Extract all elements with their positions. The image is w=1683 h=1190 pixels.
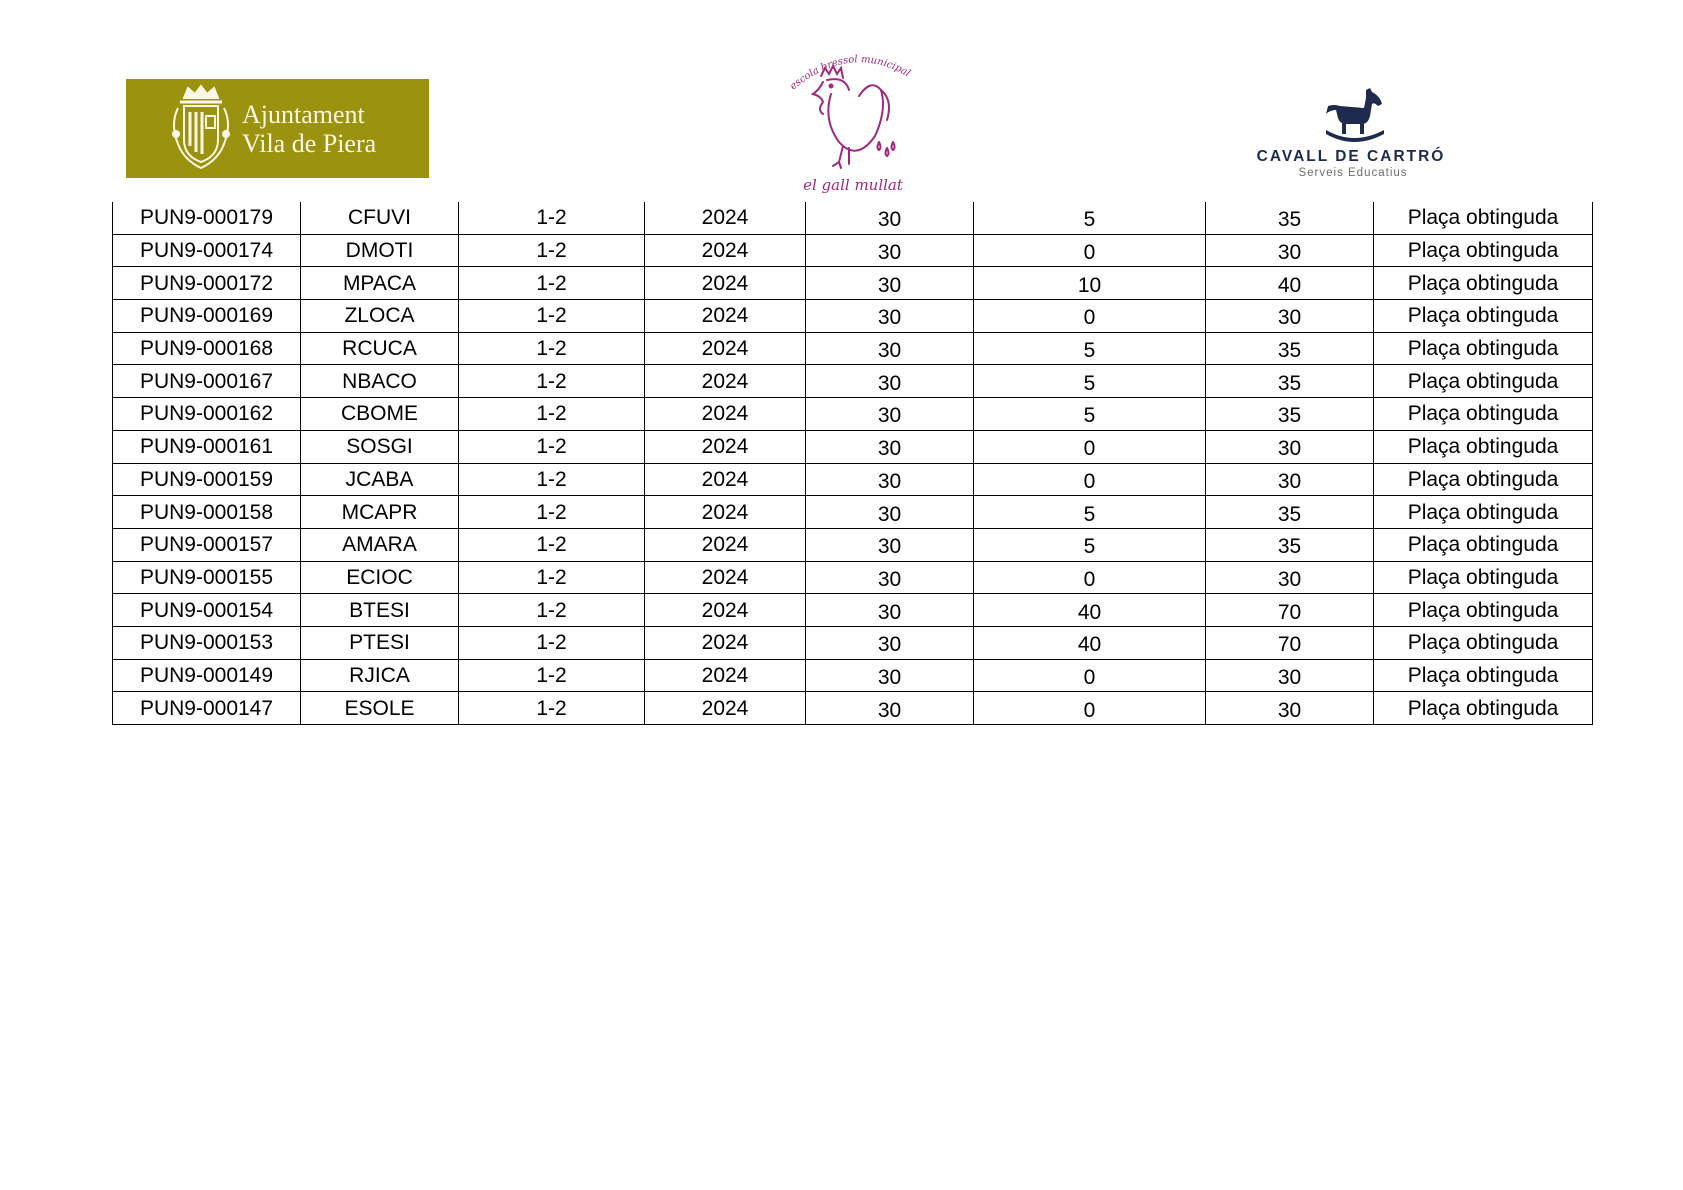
extra-points-cell	[974, 496, 1206, 529]
application-id-cell	[113, 626, 301, 659]
table-row	[113, 332, 1593, 365]
table-row	[113, 430, 1593, 463]
year-value: 2024	[701, 271, 749, 295]
total-points-value: 35	[1277, 404, 1302, 428]
year-cell	[645, 202, 806, 234]
result-cell	[1374, 692, 1593, 725]
applicant-code-value: ESOLE	[344, 696, 415, 720]
applicant-code-value: PTESI	[349, 631, 410, 655]
applicant-code-cell	[301, 463, 459, 496]
year-value: 2024	[701, 369, 749, 393]
year-cell	[645, 234, 806, 267]
application-id-value: PUN9-000168	[139, 337, 274, 361]
extra-points-value: 0	[1083, 698, 1096, 722]
applicant-code-cell	[301, 332, 459, 365]
application-id-value: PUN9-000167	[139, 369, 274, 393]
age-group-cell	[459, 463, 645, 496]
result-value: Plaça obtinguda	[1407, 467, 1559, 491]
total-points-value: 35	[1277, 371, 1302, 395]
school-arc-text: escola bressol municipal	[788, 54, 913, 93]
age-group-value: 1-2	[536, 304, 567, 328]
svg-text:escola bressol municipal	[788, 54, 912, 92]
year-cell	[645, 594, 806, 627]
application-id-value: PUN9-000158	[139, 500, 274, 524]
total-points-cell	[1206, 300, 1374, 333]
table-row	[113, 594, 1593, 627]
application-id-cell	[113, 365, 301, 398]
year-value: 2024	[701, 239, 749, 263]
application-id-value: PUN9-000149	[139, 663, 274, 687]
applicant-code-value: MPACA	[342, 271, 417, 295]
result-cell	[1374, 594, 1593, 627]
extra-points-cell	[974, 626, 1206, 659]
rocking-horse-icon	[1320, 86, 1390, 146]
total-points-value: 30	[1277, 567, 1302, 591]
result-cell	[1374, 234, 1593, 267]
total-points-cell	[1206, 234, 1374, 267]
total-points-value: 30	[1277, 241, 1302, 265]
age-group-cell	[459, 626, 645, 659]
age-group-value: 1-2	[536, 239, 567, 263]
applicant-code-value: JCABA	[345, 467, 414, 491]
applicant-code-value: AMARA	[342, 533, 417, 557]
base-points-cell	[806, 202, 974, 234]
applicant-code-cell	[301, 300, 459, 333]
age-group-value: 1-2	[536, 663, 567, 687]
result-value: Plaça obtinguda	[1407, 271, 1559, 295]
result-cell	[1374, 332, 1593, 365]
base-points-cell	[806, 594, 974, 627]
extra-points-value: 40	[1077, 633, 1102, 657]
total-points-cell	[1206, 528, 1374, 561]
application-id-cell	[113, 202, 301, 234]
extra-points-cell	[974, 202, 1206, 234]
result-cell	[1374, 267, 1593, 300]
year-value: 2024	[701, 631, 749, 655]
year-cell	[645, 398, 806, 431]
applicant-code-value: ECIOC	[346, 565, 413, 589]
result-cell	[1374, 300, 1593, 333]
application-id-cell	[113, 300, 301, 333]
age-group-cell	[459, 365, 645, 398]
application-id-value: PUN9-000147	[139, 696, 274, 720]
age-group-cell	[459, 561, 645, 594]
year-value: 2024	[701, 402, 749, 426]
application-id-value: PUN9-000169	[139, 304, 274, 328]
application-id-cell	[113, 528, 301, 561]
year-cell	[645, 332, 806, 365]
total-points-cell	[1206, 692, 1374, 725]
year-cell	[645, 528, 806, 561]
application-id-cell	[113, 398, 301, 431]
base-points-cell	[806, 496, 974, 529]
year-value: 2024	[701, 598, 749, 622]
applicant-code-value: DMOTI	[345, 239, 414, 263]
extra-points-value: 0	[1083, 306, 1096, 330]
base-points-cell	[806, 267, 974, 300]
extra-points-cell	[974, 234, 1206, 267]
application-id-cell	[113, 692, 301, 725]
year-cell	[645, 692, 806, 725]
table-row	[113, 365, 1593, 398]
applicant-code-cell	[301, 626, 459, 659]
ajuntament-name-line2: Vila de Piera	[242, 128, 377, 158]
year-cell	[645, 300, 806, 333]
table-row	[113, 692, 1593, 725]
table-row	[113, 267, 1593, 300]
age-group-value: 1-2	[536, 533, 567, 557]
extra-points-value: 0	[1083, 241, 1096, 265]
total-points-cell	[1206, 594, 1374, 627]
application-id-value: PUN9-000162	[139, 402, 274, 426]
total-points-cell	[1206, 496, 1374, 529]
age-group-cell	[459, 594, 645, 627]
result-value: Plaça obtinguda	[1407, 500, 1559, 524]
application-id-value: PUN9-000157	[139, 533, 274, 557]
rooster-icon	[783, 50, 923, 200]
applicant-code-value: RJICA	[349, 663, 410, 687]
result-cell	[1374, 626, 1593, 659]
base-points-value: 30	[877, 665, 902, 689]
base-points-cell	[806, 692, 974, 725]
base-points-cell	[806, 430, 974, 463]
applicant-code-cell	[301, 692, 459, 725]
extra-points-cell	[974, 300, 1206, 333]
total-points-value: 30	[1277, 306, 1302, 330]
total-points-value: 70	[1277, 600, 1302, 624]
extra-points-cell	[974, 463, 1206, 496]
base-points-value: 30	[877, 633, 902, 657]
application-id-cell	[113, 332, 301, 365]
age-group-cell	[459, 398, 645, 431]
total-points-value: 70	[1277, 633, 1302, 657]
total-points-value: 30	[1277, 665, 1302, 689]
year-value: 2024	[701, 533, 749, 557]
age-group-value: 1-2	[536, 631, 567, 655]
year-cell	[645, 267, 806, 300]
cavall-brand-name: CAVALL DE CARTRÓ	[1256, 148, 1446, 165]
result-value: Plaça obtinguda	[1407, 206, 1559, 230]
result-cell	[1374, 528, 1593, 561]
extra-points-value: 5	[1083, 404, 1096, 428]
applicant-code-value: SOSGI	[346, 435, 413, 459]
result-value: Plaça obtinguda	[1407, 402, 1559, 426]
base-points-value: 30	[877, 502, 902, 526]
year-value: 2024	[701, 565, 749, 589]
application-id-cell	[113, 496, 301, 529]
result-cell	[1374, 463, 1593, 496]
ajuntament-name-line1: Ajuntament	[242, 99, 365, 129]
extra-points-value: 40	[1077, 600, 1102, 624]
year-cell	[645, 430, 806, 463]
age-group-value: 1-2	[536, 598, 567, 622]
municipal-crest-icon	[166, 84, 236, 174]
base-points-cell	[806, 398, 974, 431]
application-id-value: PUN9-000153	[139, 631, 274, 655]
year-value: 2024	[701, 467, 749, 491]
age-group-cell	[459, 300, 645, 333]
applicant-code-value: CFUVI	[348, 206, 411, 230]
application-id-cell	[113, 463, 301, 496]
base-points-value: 30	[877, 600, 902, 624]
age-group-value: 1-2	[536, 565, 567, 589]
applicant-code-cell	[301, 430, 459, 463]
applicant-code-value: RCUCA	[342, 337, 417, 361]
extra-points-value: 5	[1083, 371, 1096, 395]
year-cell	[645, 626, 806, 659]
total-points-value: 30	[1277, 469, 1302, 493]
base-points-cell	[806, 463, 974, 496]
applicant-code-value: NBACO	[342, 369, 417, 393]
table-row	[113, 463, 1593, 496]
base-points-value: 30	[877, 535, 902, 559]
total-points-value: 30	[1277, 698, 1302, 722]
cavall-logo	[1255, 86, 1455, 190]
year-value: 2024	[701, 500, 749, 524]
cavall-tagline: Serveis Educatius	[1298, 167, 1408, 179]
applicant-code-cell	[301, 594, 459, 627]
extra-points-cell	[974, 594, 1206, 627]
base-points-cell	[806, 332, 974, 365]
result-cell	[1374, 365, 1593, 398]
result-value: Plaça obtinguda	[1407, 239, 1559, 263]
result-value: Plaça obtinguda	[1407, 696, 1559, 720]
table-row	[113, 561, 1593, 594]
extra-points-value: 5	[1083, 208, 1096, 232]
result-value: Plaça obtinguda	[1407, 663, 1559, 687]
table-row	[113, 202, 1593, 234]
extra-points-cell	[974, 561, 1206, 594]
result-value: Plaça obtinguda	[1407, 435, 1559, 459]
applicant-code-cell	[301, 234, 459, 267]
age-group-value: 1-2	[536, 500, 567, 524]
base-points-cell	[806, 561, 974, 594]
results-table	[112, 202, 1593, 725]
base-points-cell	[806, 300, 974, 333]
base-points-value: 30	[877, 371, 902, 395]
total-points-value: 35	[1277, 339, 1302, 363]
base-points-value: 30	[877, 567, 902, 591]
table-row	[113, 659, 1593, 692]
applicant-code-cell	[301, 496, 459, 529]
total-points-cell	[1206, 365, 1374, 398]
year-cell	[645, 496, 806, 529]
base-points-cell	[806, 626, 974, 659]
base-points-value: 30	[877, 306, 902, 330]
base-points-cell	[806, 659, 974, 692]
age-group-value: 1-2	[536, 402, 567, 426]
total-points-cell	[1206, 267, 1374, 300]
total-points-value: 30	[1277, 437, 1302, 461]
year-value: 2024	[701, 663, 749, 687]
year-cell	[645, 659, 806, 692]
base-points-value: 30	[877, 273, 902, 297]
result-value: Plaça obtinguda	[1407, 533, 1559, 557]
age-group-cell	[459, 202, 645, 234]
result-value: Plaça obtinguda	[1407, 598, 1559, 622]
base-points-value: 30	[877, 698, 902, 722]
application-id-value: PUN9-000161	[139, 435, 274, 459]
table-row	[113, 398, 1593, 431]
extra-points-cell	[974, 659, 1206, 692]
age-group-value: 1-2	[536, 337, 567, 361]
result-cell	[1374, 398, 1593, 431]
applicant-code-cell	[301, 365, 459, 398]
extra-points-cell	[974, 267, 1206, 300]
table-row	[113, 626, 1593, 659]
extra-points-value: 0	[1083, 665, 1096, 689]
total-points-value: 35	[1277, 535, 1302, 559]
year-value: 2024	[701, 696, 749, 720]
application-id-value: PUN9-000179	[139, 206, 274, 230]
results-table-body	[113, 202, 1593, 725]
applicant-code-cell	[301, 561, 459, 594]
result-cell	[1374, 561, 1593, 594]
base-points-cell	[806, 528, 974, 561]
application-id-value: PUN9-000172	[139, 271, 274, 295]
age-group-cell	[459, 496, 645, 529]
year-value: 2024	[701, 435, 749, 459]
total-points-cell	[1206, 398, 1374, 431]
applicant-code-value: ZLOCA	[344, 304, 415, 328]
applicant-code-cell	[301, 528, 459, 561]
result-value: Plaça obtinguda	[1407, 337, 1559, 361]
total-points-cell	[1206, 430, 1374, 463]
school-bottom-text: el gall mullat	[803, 176, 903, 194]
age-group-value: 1-2	[536, 369, 567, 393]
extra-points-value: 5	[1083, 339, 1096, 363]
extra-points-value: 0	[1083, 469, 1096, 493]
year-cell	[645, 365, 806, 398]
table-row	[113, 300, 1593, 333]
total-points-cell	[1206, 202, 1374, 234]
year-value: 2024	[701, 304, 749, 328]
base-points-value: 30	[877, 241, 902, 265]
base-points-value: 30	[877, 339, 902, 363]
result-cell	[1374, 430, 1593, 463]
year-value: 2024	[701, 337, 749, 361]
age-group-value: 1-2	[536, 696, 567, 720]
table-row	[113, 496, 1593, 529]
extra-points-cell	[974, 332, 1206, 365]
total-points-value: 40	[1277, 273, 1302, 297]
applicant-code-cell	[301, 398, 459, 431]
applicant-code-value: MCAPR	[341, 500, 418, 524]
extra-points-value: 10	[1077, 273, 1102, 297]
result-value: Plaça obtinguda	[1407, 631, 1559, 655]
applicant-code-cell	[301, 267, 459, 300]
age-group-cell	[459, 267, 645, 300]
result-value: Plaça obtinguda	[1407, 369, 1559, 393]
extra-points-value: 0	[1083, 437, 1096, 461]
age-group-value: 1-2	[536, 271, 567, 295]
application-id-cell	[113, 234, 301, 267]
extra-points-cell	[974, 528, 1206, 561]
extra-points-cell	[974, 692, 1206, 725]
total-points-cell	[1206, 463, 1374, 496]
application-id-cell	[113, 430, 301, 463]
age-group-cell	[459, 430, 645, 463]
application-id-value: PUN9-000155	[139, 565, 274, 589]
applicant-code-cell	[301, 659, 459, 692]
extra-points-value: 5	[1083, 535, 1096, 559]
extra-points-value: 0	[1083, 567, 1096, 591]
applicant-code-value: CBOME	[340, 402, 418, 426]
application-id-cell	[113, 594, 301, 627]
age-group-cell	[459, 332, 645, 365]
application-id-value: PUN9-000174	[139, 239, 274, 263]
base-points-cell	[806, 234, 974, 267]
applicant-code-cell	[301, 202, 459, 234]
applicant-code-value: BTESI	[349, 598, 410, 622]
application-id-value: PUN9-000159	[139, 467, 274, 491]
result-value: Plaça obtinguda	[1407, 565, 1559, 589]
total-points-value: 35	[1277, 502, 1302, 526]
age-group-value: 1-2	[536, 435, 567, 459]
age-group-cell	[459, 528, 645, 561]
total-points-cell	[1206, 626, 1374, 659]
table-row	[113, 234, 1593, 267]
total-points-cell	[1206, 332, 1374, 365]
extra-points-value: 5	[1083, 502, 1096, 526]
table-row	[113, 528, 1593, 561]
application-id-cell	[113, 659, 301, 692]
result-cell	[1374, 659, 1593, 692]
total-points-cell	[1206, 561, 1374, 594]
result-cell	[1374, 202, 1593, 234]
base-points-value: 30	[877, 469, 902, 493]
year-cell	[645, 561, 806, 594]
application-id-value: PUN9-000154	[139, 598, 274, 622]
application-id-cell	[113, 561, 301, 594]
age-group-value: 1-2	[536, 206, 567, 230]
age-group-value: 1-2	[536, 467, 567, 491]
base-points-value: 30	[877, 208, 902, 232]
year-value: 2024	[701, 206, 749, 230]
base-points-value: 30	[877, 437, 902, 461]
age-group-cell	[459, 692, 645, 725]
total-points-cell	[1206, 659, 1374, 692]
result-cell	[1374, 496, 1593, 529]
total-points-value: 35	[1277, 208, 1302, 232]
ajuntament-name	[242, 100, 376, 158]
ajuntament-logo	[126, 79, 429, 178]
application-id-cell	[113, 267, 301, 300]
year-cell	[645, 463, 806, 496]
extra-points-cell	[974, 365, 1206, 398]
extra-points-cell	[974, 430, 1206, 463]
base-points-cell	[806, 365, 974, 398]
extra-points-cell	[974, 398, 1206, 431]
age-group-cell	[459, 659, 645, 692]
result-value: Plaça obtinguda	[1407, 304, 1559, 328]
age-group-cell	[459, 234, 645, 267]
base-points-value: 30	[877, 404, 902, 428]
